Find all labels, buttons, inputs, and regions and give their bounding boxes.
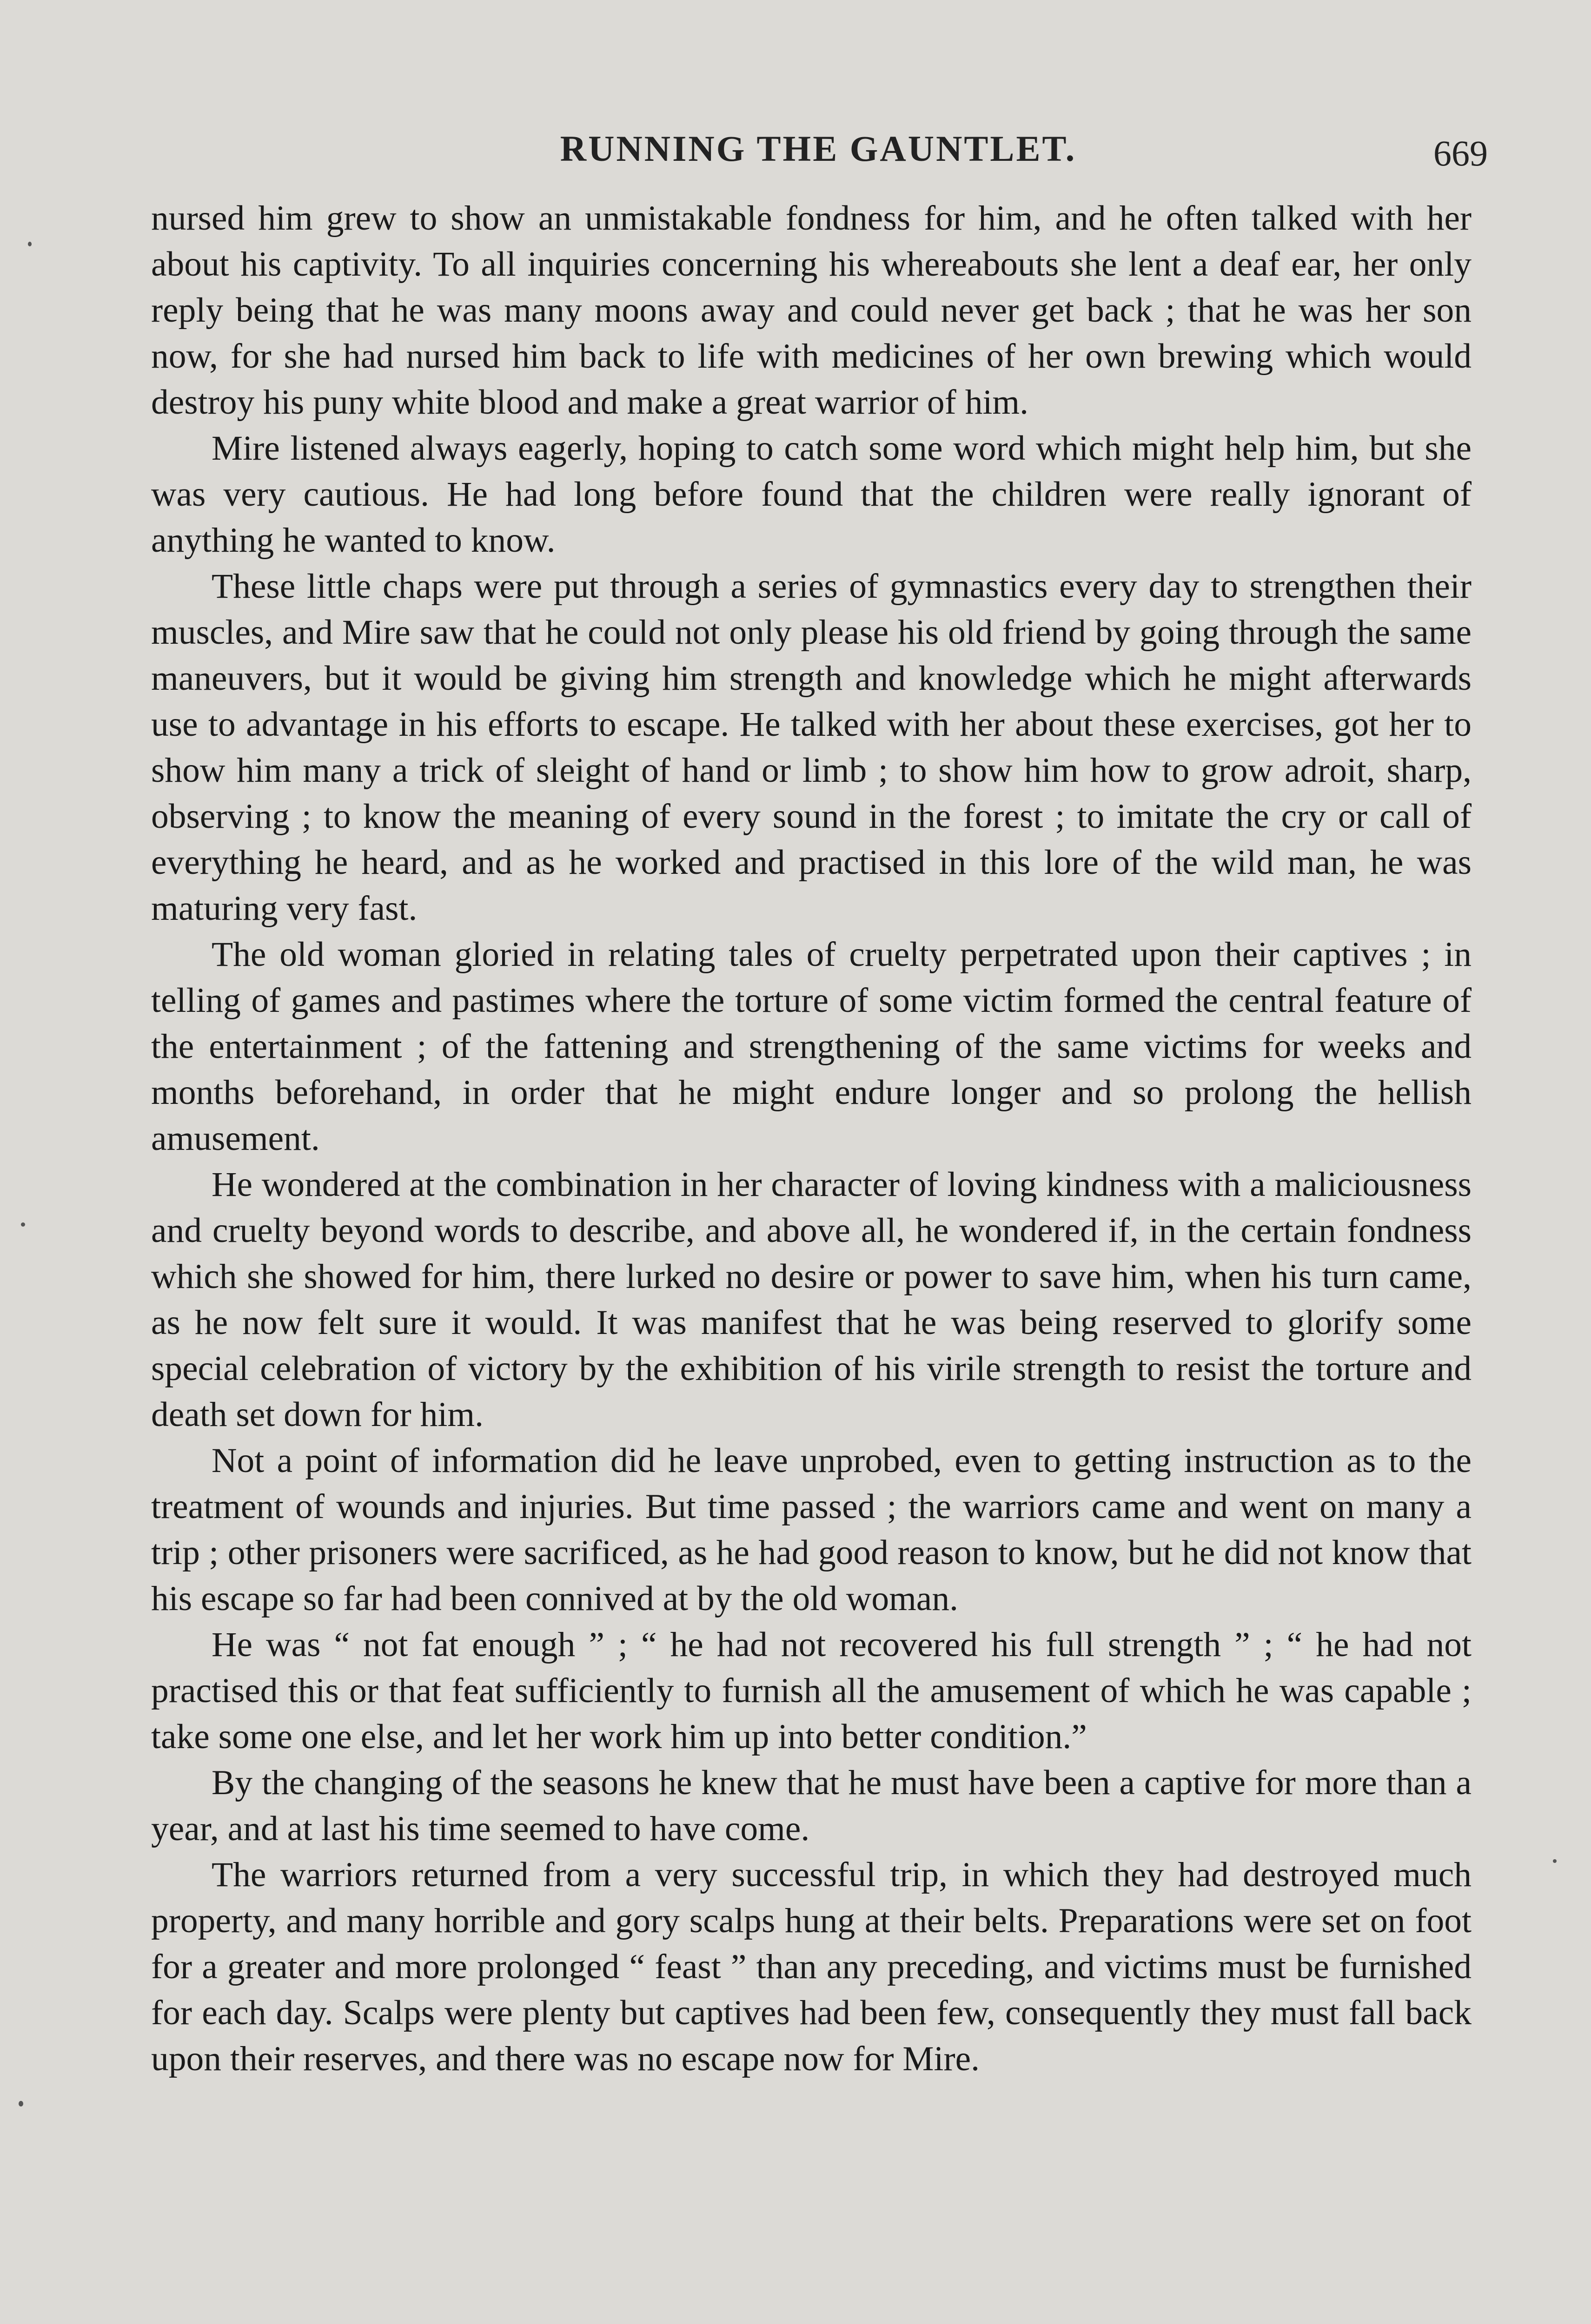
paragraph-2: Mire listened always eagerly, hoping to catch some word which might help him, but she was very cautious. He had long before found that the children were really ignorant of anything he wanted to know.	[151, 429, 1472, 560]
paragraph-6: Not a point of information did he leave unprobed, even to getting instruction as to the treatment of wounds and injuries. But time passed ; the warriors came and went on many a trip ; other prisoners were sacrificed, as he had good reason to know, but he did not know that his escape so far had been connived at by the old woman.	[151, 1441, 1472, 1618]
page-speck	[19, 2101, 23, 2106]
paragraph-5: He wondered at the combination in her character of loving kindness with a maliciousness and cruelty beyond words to describe, and above all, he wondered if, in the certain fondness which she showed for him, there lurked no desire or power to save him, when his turn came, as he now felt sure it would. It was manifest that he was being reserved to glorify some special celebration of victory by the exhibition of his virile strength to resist the torture and death set down for him.	[151, 1165, 1472, 1434]
page-speck	[21, 1222, 25, 1227]
paragraph-4: The old woman gloried in relating tales of cruelty perpetrated upon their captives ; in telling of games and pastimes where the torture of some victim formed the central feature of the entertainment ; of the fattening and strengthening of the same victims for weeks and months beforehand, in order that he might endure longer and so prolong the hellish amusement.	[151, 935, 1472, 1158]
paragraph-8: By the changing of the seasons he knew that he must have been a captive for more than a year, and at last his time seemed to have come.	[151, 1763, 1472, 1848]
page-header	[149, 128, 1488, 179]
page-speck	[28, 242, 32, 246]
page-speck	[1553, 1859, 1557, 1863]
paragraph-1: nursed him grew to show an unmistakable fondness for him, and he often talked with her about his captivity. To all inquiries concerning his whereabouts she lent a deaf ear, her only reply being that he was many moons away and could never get back ; that he was her son now, for she had nursed him back to life with medicines of her own brewing which would destroy his puny white blood and make a great warrior of him.	[151, 199, 1472, 422]
page-number: 669	[1433, 133, 1488, 173]
running-title: RUNNING THE GAUNTLET.	[560, 128, 1077, 169]
paragraph-9: The warriors returned from a very successful trip, in which they had destroyed much property, and many horrible and gory scalps hung at their belts. Preparations were set on foot for a greater and more prolonged “ feast ” than any preceding, and victims must be furnished for each day. Scalps were plenty but captives had been few, consequently they must fall back upon their reserves, and there was no escape now for Mire.	[151, 1855, 1472, 2078]
body-text	[151, 195, 1472, 2082]
paragraph-3: These little chaps were put through a series of gymnastics every day to strengthen their muscles, and Mire saw that he could not only please his old friend by going through the same maneuvers, but it would be giving him strength and knowledge which he might afterwards use to advantage in his efforts to escape. He talked with her about these exercises, got her to show him many a trick of sleight of hand or limb ; to show him how to grow adroit, sharp, observing ; to know the meaning of every sound in the forest ; to imitate the cry or call of everything he heard, and as he worked and practised in this lore of the wild man, he was maturing very fast.	[151, 567, 1472, 928]
paragraph-7: He was “ not fat enough ” ; “ he had not recovered his full strength ” ; “ he had not practised this or that feat sufficiently to furnish all the amusement of which he was capable ; take some one else, and let her work him up into better condition.”	[151, 1625, 1472, 1756]
